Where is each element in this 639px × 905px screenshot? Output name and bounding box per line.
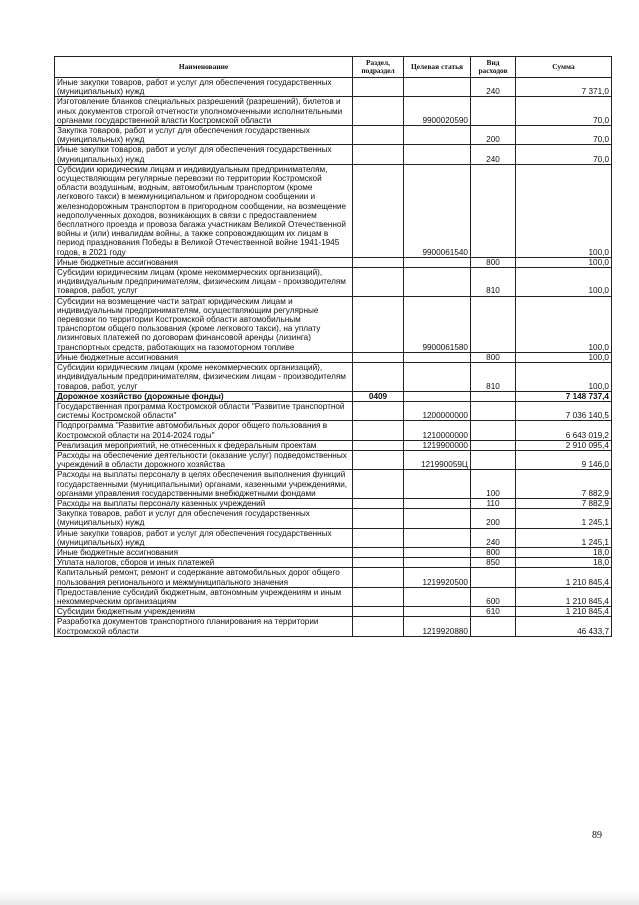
table-row (55, 617, 612, 636)
cell-target (404, 257, 471, 267)
cell-target (404, 391, 471, 401)
cell-target (404, 528, 471, 547)
cell-section (353, 558, 404, 568)
cell-type: 240 (471, 78, 516, 97)
table-row (55, 528, 612, 547)
cell-name: Иные закупки товаров, работ и услуг для обеспечения государственных (муниципальных) нужд (55, 145, 353, 164)
cell-section (353, 145, 404, 164)
cell-section (353, 268, 404, 297)
cell-section (353, 352, 404, 362)
cell-sum: 100,0 (516, 164, 612, 257)
cell-name: Субсидии юридическим лицам (кроме некоммерческих организаций), индивидуальным предпринимателям, физическим лицам - производителям товаров, работ, услуг (55, 268, 353, 297)
cell-name: Субсидии бюджетным учреждениям (55, 607, 353, 617)
table-row (55, 498, 612, 508)
cell-name: Субсидии на возмещение части затрат юридическим лицам и индивидуальным предпринимателям, осуществляющим регулярные перевозки по территории Костромской области автомобильным транспортом общего пользования (кроме легкового такси), на уплату лизинговых платежей по договорам финансовой аренды (лизинга) транспортных средств, работающих на газомоторном топливе (55, 296, 353, 352)
table-row (55, 296, 612, 352)
cell-section (353, 547, 404, 557)
table-row (55, 568, 612, 587)
cell-type (471, 391, 516, 401)
page-number: 89 (592, 830, 602, 841)
cell-name: Закупка товаров, работ и услуг для обеспечения государственных (муниципальных) нужд (55, 126, 353, 145)
cell-target: 1219900000 (404, 440, 471, 450)
cell-type: 610 (471, 607, 516, 617)
cell-section (353, 607, 404, 617)
cell-target (404, 352, 471, 362)
cell-type (471, 568, 516, 587)
cell-section (353, 509, 404, 528)
table-row (55, 97, 612, 126)
cell-section (353, 401, 404, 420)
header-name: Наименование (55, 57, 353, 78)
cell-section (353, 164, 404, 257)
header-target: Целевая статья (404, 57, 471, 78)
cell-target (404, 558, 471, 568)
cell-section (353, 78, 404, 97)
table-row (55, 78, 612, 97)
cell-section (353, 257, 404, 267)
cell-target (404, 78, 471, 97)
cell-name: Расходы на выплаты персоналу в целях обеспечения выполнения функций государственными (муниципальными) органами, казенными учреждениями, органами управления государственными внебюджетными фондами (55, 470, 353, 499)
cell-target (404, 126, 471, 145)
cell-name: Дорожное хозяйство (дорожные фонды) (55, 391, 353, 401)
cell-sum: 7 371,0 (516, 78, 612, 97)
cell-sum: 18,0 (516, 547, 612, 557)
cell-type: 600 (471, 587, 516, 606)
cell-type: 240 (471, 145, 516, 164)
cell-name: Разработка документов транспортного планирования на территории Костромской области (55, 617, 353, 636)
cell-name: Иные закупки товаров, работ и услуг для обеспечения государственных (муниципальных) нужд (55, 528, 353, 547)
cell-section (353, 363, 404, 392)
table-row (55, 145, 612, 164)
cell-target: 1219920500 (404, 568, 471, 587)
table-row (55, 470, 612, 499)
cell-section (353, 126, 404, 145)
cell-sum: 1 210 845,4 (516, 587, 612, 606)
table-row (55, 421, 612, 440)
cell-name: Расходы на обеспечение деятельности (оказание услуг) подведомственных учреждений в области дорожного хозяйства (55, 450, 353, 469)
table-row (55, 558, 612, 568)
cell-sum: 1 245,1 (516, 509, 612, 528)
table-row (55, 587, 612, 606)
cell-target (404, 470, 471, 499)
table-header-row (55, 57, 612, 78)
cell-type: 200 (471, 126, 516, 145)
cell-sum: 100,0 (516, 352, 612, 362)
cell-type: 100 (471, 470, 516, 499)
cell-section (353, 296, 404, 352)
header-type: Вид расходов (471, 57, 516, 78)
cell-name: Расходы на выплаты персоналу казенных учреждений (55, 498, 353, 508)
table-row (55, 363, 612, 392)
cell-section (353, 617, 404, 636)
table-row (55, 509, 612, 528)
cell-sum: 100,0 (516, 296, 612, 352)
cell-name: Закупка товаров, работ и услуг для обеспечения государственных (муниципальных) нужд (55, 509, 353, 528)
cell-type (471, 421, 516, 440)
cell-name: Предоставление субсидий бюджетным, автономным учреждениям и иным некоммерческим организациям (55, 587, 353, 606)
cell-sum: 70,0 (516, 97, 612, 126)
cell-sum: 70,0 (516, 126, 612, 145)
cell-section (353, 97, 404, 126)
cell-type (471, 617, 516, 636)
cell-section: 0409 (353, 391, 404, 401)
cell-target (404, 607, 471, 617)
cell-name: Иные бюджетные ассигнования (55, 547, 353, 557)
cell-target (404, 587, 471, 606)
cell-target (404, 547, 471, 557)
cell-target: 9900061580 (404, 296, 471, 352)
cell-name: Уплата налогов, сборов и иных платежей (55, 558, 353, 568)
budget-table (54, 56, 612, 637)
cell-name: Субсидии юридическим лицам (кроме некоммерческих организаций), индивидуальным предпринимателям, физическим лицам - производителям товаров, работ, услуг (55, 363, 353, 392)
table-row (55, 440, 612, 450)
cell-target (404, 363, 471, 392)
cell-sum: 46 433,7 (516, 617, 612, 636)
cell-type (471, 97, 516, 126)
cell-name: Реализация мероприятий, не отнесенных к федеральным проектам (55, 440, 353, 450)
table-row (55, 126, 612, 145)
table-row (55, 268, 612, 297)
cell-sum: 7 148 737,4 (516, 391, 612, 401)
cell-sum: 100,0 (516, 268, 612, 297)
cell-sum: 70,0 (516, 145, 612, 164)
cell-type (471, 296, 516, 352)
cell-section (353, 450, 404, 469)
table-row (55, 607, 612, 617)
cell-section (353, 421, 404, 440)
cell-sum: 1 210 845,4 (516, 568, 612, 587)
cell-sum: 18,0 (516, 558, 612, 568)
cell-name: Государственная программа Костромской области "Развитие транспортной системы Костромской области" (55, 401, 353, 420)
cell-target: 1200000000 (404, 401, 471, 420)
cell-type: 810 (471, 363, 516, 392)
page-bottom-edge (0, 891, 639, 905)
cell-type: 850 (471, 558, 516, 568)
cell-section (353, 440, 404, 450)
cell-name: Иные бюджетные ассигнования (55, 352, 353, 362)
cell-name: Субсидии юридическим лицам и индивидуальным предпринимателям, осуществляющим регулярные перевозки по территории Костромской области воздушным, водным, автомобильным транспортом (кроме легкового такси) в межмуниципальном и пригородном сообщении и железнодорожным транспортом в пригородном сообщении, на возмещение недополученных доходов, возникающих в связи с предоставлением бесплатного проезда и провоза багажа участникам Великой Отечественной войны и (или) инвалидам войны, а также сопровождающим их лицам в период празднования Победы в Великой Отечественной войне 1941-1945 годов, в 2021 году (55, 164, 353, 257)
cell-sum: 9 146,0 (516, 450, 612, 469)
cell-section (353, 498, 404, 508)
cell-target: 9900020590 (404, 97, 471, 126)
cell-sum: 1 210 845,4 (516, 607, 612, 617)
cell-sum: 6 643 019,2 (516, 421, 612, 440)
cell-target: 121990059Ц (404, 450, 471, 469)
cell-type: 810 (471, 268, 516, 297)
cell-target (404, 268, 471, 297)
cell-type (471, 440, 516, 450)
cell-target (404, 145, 471, 164)
cell-sum: 100,0 (516, 257, 612, 267)
header-sum: Сумма (516, 57, 612, 78)
cell-section (353, 587, 404, 606)
cell-type (471, 401, 516, 420)
table-row (55, 401, 612, 420)
table-row (55, 352, 612, 362)
cell-type (471, 450, 516, 469)
cell-type (471, 164, 516, 257)
cell-sum: 1 245,1 (516, 528, 612, 547)
cell-target: 1219920880 (404, 617, 471, 636)
cell-name: Подпрограмма "Развитие автомобильных дорог общего пользования в Костромской области на 2014-2024 годы" (55, 421, 353, 440)
table-row (55, 164, 612, 257)
table-row (55, 257, 612, 267)
table-row (55, 391, 612, 401)
table-row (55, 547, 612, 557)
cell-type: 200 (471, 509, 516, 528)
cell-name: Иные бюджетные ассигнования (55, 257, 353, 267)
cell-target (404, 509, 471, 528)
cell-name: Иные закупки товаров, работ и услуг для обеспечения государственных (муниципальных) нужд (55, 78, 353, 97)
cell-sum: 2 910 095,4 (516, 440, 612, 450)
cell-type: 800 (471, 547, 516, 557)
cell-section (353, 470, 404, 499)
header-section: Раздел, подраздел (353, 57, 404, 78)
cell-section (353, 568, 404, 587)
cell-type: 240 (471, 528, 516, 547)
cell-target: 1210000000 (404, 421, 471, 440)
cell-type: 800 (471, 352, 516, 362)
cell-name: Изготовление бланков специальных разрешений (разрешений), билетов и иных документов строгой отчетности уполномоченными исполнительными органами государственной власти Костромской области (55, 97, 353, 126)
table-row (55, 450, 612, 469)
cell-type: 110 (471, 498, 516, 508)
cell-sum: 7 882,9 (516, 498, 612, 508)
cell-sum: 7 036 140,5 (516, 401, 612, 420)
cell-sum: 100,0 (516, 363, 612, 392)
cell-target (404, 498, 471, 508)
cell-type: 800 (471, 257, 516, 267)
cell-sum: 7 882,9 (516, 470, 612, 499)
cell-target: 9900061540 (404, 164, 471, 257)
cell-section (353, 528, 404, 547)
cell-name: Капитальный ремонт, ремонт и содержание автомобильных дорог общего пользования регионального и межмуниципального значения (55, 568, 353, 587)
